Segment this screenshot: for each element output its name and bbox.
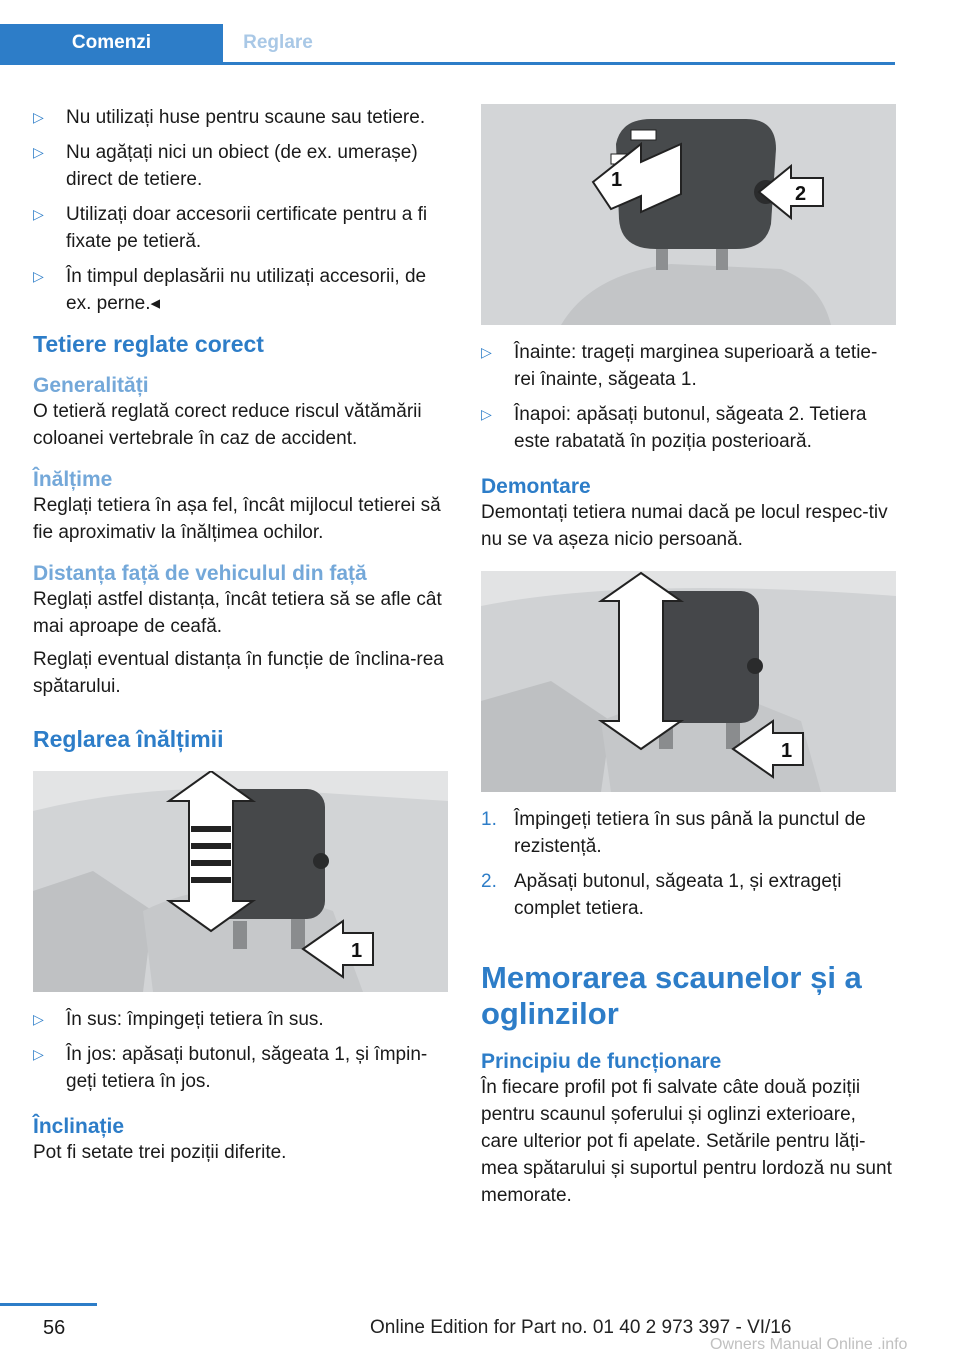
paragraph-general: O tetieră reglată corect reduce riscul vătămării coloanei vertebrale în caz de accident. (33, 401, 422, 449)
paragraph-distance-2: Reglați eventual distanța în funcție de înclina-rea spătarului. (33, 649, 444, 697)
arrow-label-1: 1 (781, 740, 793, 762)
triangle-bullet-icon: ▷ (33, 144, 44, 160)
headrest-height-illustration (33, 771, 448, 992)
section-title-memory: Memorarea scaunelor și a oglinzilor (481, 960, 862, 1031)
paragraph-principle: În fiecare profil pot fi salvate câte două poziții pentru scaunul șoferului și oglinzi exterioare, care ulterior pot fi apelate. Setările pentru lăți-mea spătarului și suportul pentru lordoză nu sunt memorate. (481, 1077, 892, 1206)
paragraph-remove: Demontați tetiera numai dacă pe locul respec-tiv nu se va așeza nicio persoană. (481, 502, 888, 550)
headrest-height-drawing (33, 771, 448, 992)
paragraph-tilt: Pot fi setate trei poziții diferite. (33, 1142, 287, 1163)
subheading-tilt: Înclinație (33, 1115, 125, 1138)
list-item: ▷ În jos: apăsați butonul, săgeata 1, și împin-geți tetiera în jos. (33, 1041, 448, 1095)
triangle-bullet-icon: ▷ (33, 268, 44, 284)
subheading-remove: Demontare (481, 475, 591, 498)
left-column (33, 104, 448, 1166)
chapter-tab-bar (0, 24, 895, 65)
adjust-bullet-list (33, 1006, 448, 1095)
footer-edition: Online Edition for Part no. 01 40 2 973 397 - VI/16 (370, 1317, 792, 1338)
headrest-tilt-drawing (481, 104, 896, 325)
triangle-bullet-icon: ▷ (33, 109, 44, 125)
triangle-bullet-icon: ▷ (33, 1011, 44, 1027)
triangle-bullet-icon: ▷ (33, 1046, 44, 1062)
arrow-label-1: 1 (351, 940, 363, 962)
tab-comenzi[interactable]: Comenzi (0, 24, 223, 62)
subheading-principle: Principiu de funcționare (481, 1050, 722, 1073)
watermark: Owners Manual Online .info (710, 1336, 908, 1353)
triangle-bullet-icon: ▷ (481, 406, 492, 422)
list-item: ▷ Utilizați doar accesorii certificate pentru a fi fixate pe tetieră. (33, 201, 448, 255)
section-heading-adjust-height: Reglarea înălțimii (33, 726, 224, 752)
subheading-distance: Distanța față de vehiculul din față (33, 562, 367, 585)
page-number: 56 (43, 1317, 66, 1339)
triangle-bullet-icon: ▷ (481, 344, 492, 360)
list-item: ▷ Înapoi: apăsați butonul, săgeata 2. Tetiera este rabatată în poziția posterioară. (481, 401, 896, 455)
right-column (481, 104, 896, 1209)
subheading-height: Înălțime (33, 468, 113, 491)
warning-bullet-list (33, 104, 448, 317)
list-item: 2. Apăsați butonul, săgeata 1, și extrageți complet tetiera. (481, 871, 842, 919)
list-item: 1. Împingeți tetiera în sus până la punctul de rezistență. (481, 809, 866, 857)
tilt-bullet-list (481, 339, 896, 455)
remove-steps-list (481, 806, 896, 922)
list-item: ▷ În timpul deplasării nu utilizați accesorii, de ex. perne.◂ (33, 263, 448, 317)
headrest-remove-drawing (481, 571, 896, 792)
page-number-rule (0, 1303, 97, 1306)
headrest-remove-illustration (481, 571, 896, 792)
tab-reglare[interactable]: Reglare (243, 32, 313, 53)
list-item: ▷ Nu agățați nici un obiect (de ex. umerașe) direct de tetiere. (33, 139, 448, 193)
triangle-bullet-icon: ▷ (33, 206, 44, 222)
list-item: ▷ Nu utilizați huse pentru scaune sau tetiere. (33, 104, 448, 131)
arrow-label-1: 1 (611, 169, 623, 191)
paragraph-distance-1: Reglați astfel distanța, încât tetiera să se afle cât mai aproape de ceafă. (33, 589, 442, 637)
headrest-tilt-illustration (481, 104, 896, 325)
paragraph-height: Reglați tetiera în așa fel, încât mijlocul tetierei să fie aproximativ la înălțimea ochilor. (33, 495, 441, 543)
list-item: ▷ În sus: împingeți tetiera în sus. (33, 1006, 448, 1033)
list-item: ▷ Înainte: trageți marginea superioară a tetie-rei înainte, săgeata 1. (481, 339, 896, 393)
section-heading-correct: Tetiere reglate corect (33, 331, 264, 357)
arrow-label-2: 2 (795, 183, 807, 205)
subheading-general: Generalități (33, 374, 149, 397)
